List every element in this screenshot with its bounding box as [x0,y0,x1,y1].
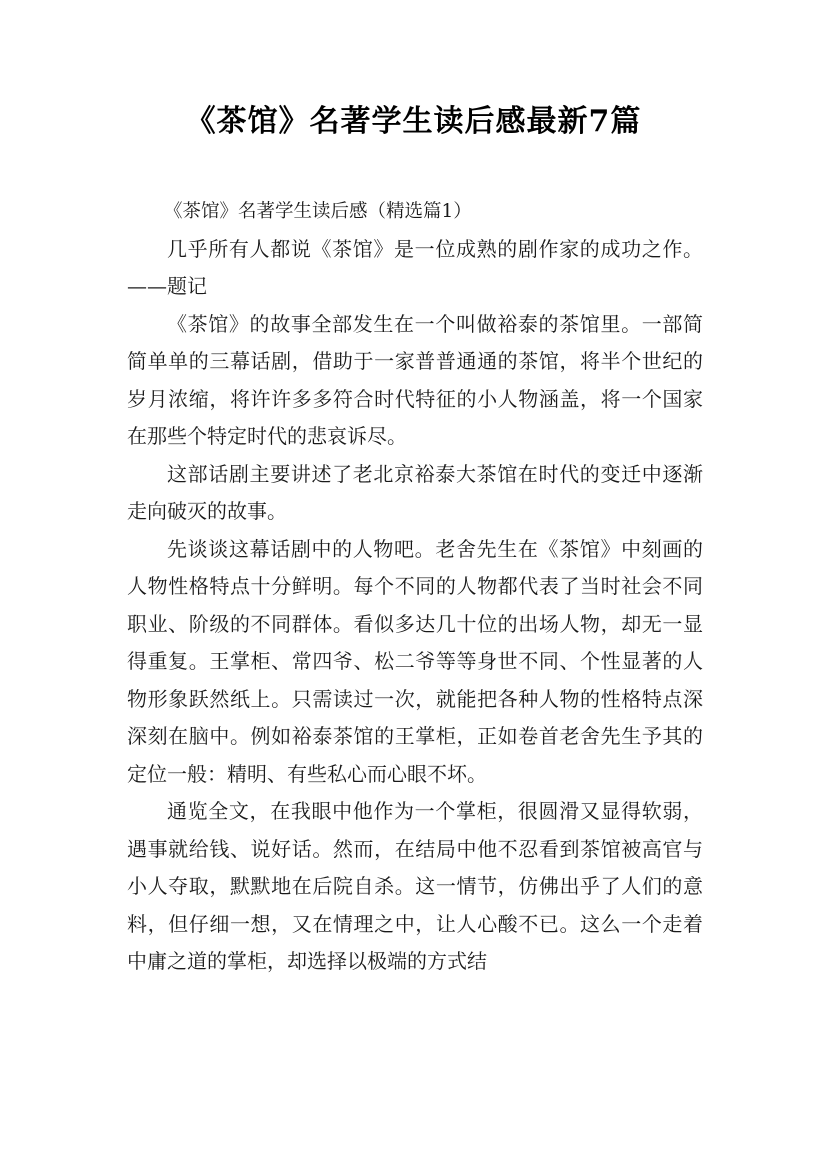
paragraph-plot-summary: 这部话剧主要讲述了老北京裕泰大茶馆在时代的变迁中逐渐走向破灭的故事。 [127,461,703,523]
paragraph-setting: 《茶馆》的故事全部发生在一个叫做裕泰的茶馆里。一部简简单单的三幕话剧，借助于一家普普通通的茶馆，将半个世纪的岁月浓缩，将许许多多符合时代特征的小人物涵盖，将一个国家在那些个特定时代的悲哀诉尽。 [127,311,703,448]
paragraph-wang-zhanggui: 通览全文，在我眼中他作为一个掌柜，很圆滑又显得软弱，遇事就给钱、说好话。然而，在结局中他不忍看到茶馆被高官与小人夺取，默默地在后院自杀。这一情节，仿佛出乎了人们的意料，但仔细一想，又在情理之中，让人心酸不已。这么一个走着中庸之道的掌柜，却选择以极端的方式结 [127,799,703,973]
paragraph-characters: 先谈谈这幕话剧中的人物吧。老舍先生在《茶馆》中刻画的人物性格特点十分鲜明。每个不同的人物都代表了当时社会不同职业、阶级的不同群体。看似多达几十位的出场人物，却无一显得重复。王掌柜、常四爷、松二爷等等身世不同、个性显著的人物形象跃然纸上。只需读过一次，就能把各种人物的性格特点深深刻在脑中。例如裕泰茶馆的王掌柜，正如卷首老舍先生予其的定位一般：精明、有些私心而心眼不坏。 [127,536,703,786]
section-heading: 《茶馆》名著学生读后感（精选篇1） [164,201,472,222]
paragraph-epigraph: 几乎所有人都说《茶馆》是一位成熟的剧作家的成功之作。——题记 [127,236,703,298]
document-body [127,193,703,981]
document-title: 《茶馆》名著学生读后感最新7篇 [185,104,642,139]
